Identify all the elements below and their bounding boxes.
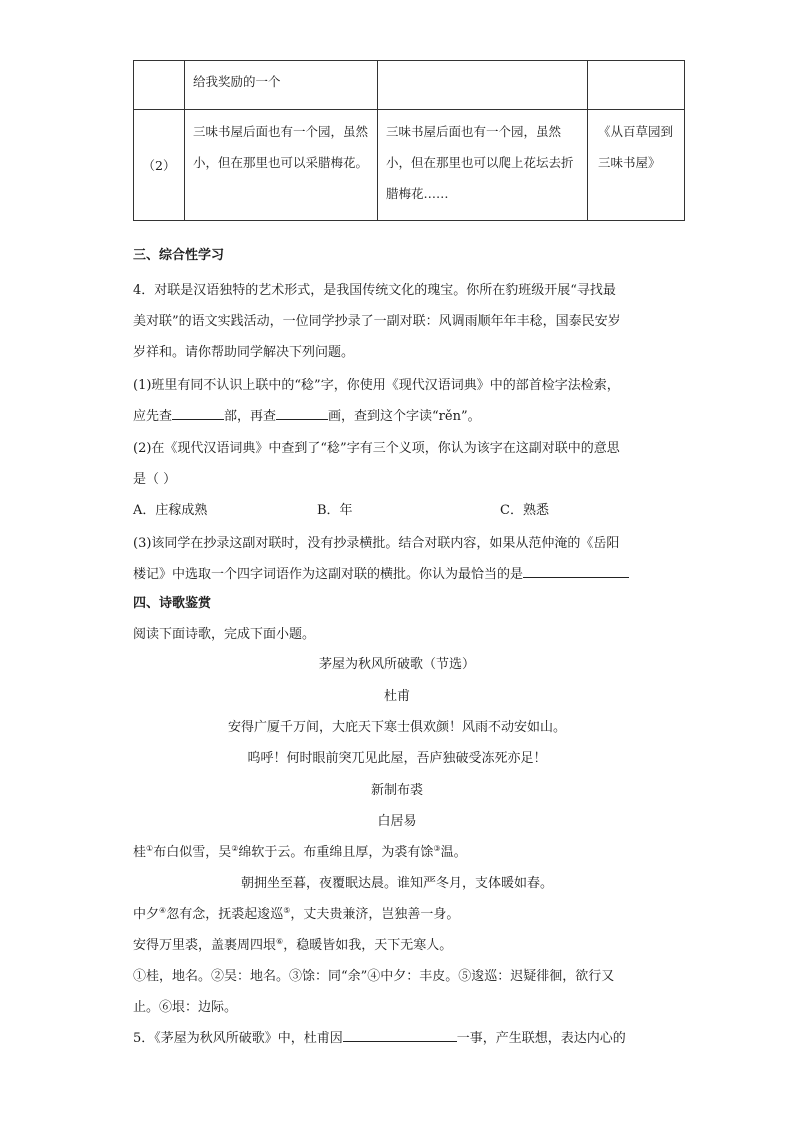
poem-text: 安得万里裘，盖裹周四垠 — [133, 938, 277, 953]
poem-2-line — [133, 934, 452, 953]
question-1-part-b: 部，再查 — [224, 409, 277, 424]
poem-1-author: 杜甫 — [383, 689, 410, 704]
section-heading-4: 四、诗歌鉴赏 — [133, 596, 212, 611]
poem-text: 温。 — [440, 845, 467, 860]
q4-intro-line: 4．对联是汉语独特的艺术形式，是我国传统文化的瑰宝。你所在豹班级开展“寻找最 — [133, 283, 616, 298]
footnote-mark: ① — [146, 844, 154, 853]
poem-1-line: 呜呼！何时眼前突兀见此屋，吾庐独破受冻死亦足！ — [247, 751, 547, 766]
footnote-mark: ② — [231, 844, 239, 853]
question-2-text: (2)在《现代汉语词典》中查到了“稔”字有三个义项，你认为该字在这副对联中的意思 — [133, 441, 620, 456]
question-3-text: (3)该同学在抄录这副对联时，没有抄录横批。结合对联内容，如果从范仲淹的《岳阳 — [133, 536, 620, 551]
poem-1-title: 茅屋为秋风所破歌（节选） — [318, 657, 475, 672]
q4-intro-line: 美对联”的语文实践活动，一位同学抄录了一副对联：风调雨顺年年丰稔，国泰民安岁 — [133, 314, 621, 329]
table-row — [134, 61, 685, 110]
table-cell-text: 三味书屋后面也有一个园，虽然小，但在那里也可以采腊梅花。 — [185, 110, 378, 221]
question-5-part-b: 一事，产生联想，表达内心的 — [456, 1031, 626, 1046]
question-1-text: (1)班里有同不认识上联中的“稔”字，你使用《现代汉语词典》中的部首检字法检索， — [133, 378, 620, 393]
option-a: A．庄稼成熟 — [133, 503, 208, 518]
poem-text: 中夕 — [133, 907, 160, 922]
poem-text: 布白似雪，吴 — [153, 845, 232, 860]
question-1-fill — [133, 405, 481, 424]
question-3-text-tail: 楼记》中选取一个四字词语作为这副对联的横批。你认为最恰当的是 — [133, 567, 524, 582]
table-cell-text: 给我奖励的一个 — [185, 61, 378, 110]
answer-blank[interactable] — [172, 405, 224, 420]
footnote-mark: ③ — [433, 844, 441, 853]
table-cell-number: （2） — [134, 110, 185, 221]
poem-text: 桂 — [133, 845, 147, 860]
poem-text: 绵软于云。布重绵且厚，为裘有馀 — [238, 845, 434, 860]
poem-2-line — [133, 841, 467, 860]
table-cell-source-text — [378, 61, 588, 110]
footnote-mark: ⑤ — [283, 906, 291, 915]
poem-2-line: 朝拥坐至暮，夜覆眠达晨。谁知严冬月，支体暖如春。 — [240, 876, 553, 891]
poem-text: 忽有念，抚裘起逡巡 — [166, 907, 284, 922]
answer-blank[interactable] — [276, 405, 328, 420]
poem-2-author: 白居易 — [377, 814, 417, 829]
q4-intro-line: 岁祥和。请你帮助同学解决下列问题。 — [133, 345, 355, 360]
answer-blank[interactable] — [343, 1027, 457, 1042]
footnote-mark: ⑥ — [276, 937, 284, 946]
answer-blank[interactable] — [523, 563, 629, 578]
poem-text: ，稳暖皆如我，天下无寒人。 — [283, 938, 453, 953]
poem-2-title: 新制布裘 — [370, 783, 423, 798]
footnote-mark: ④ — [159, 906, 167, 915]
table-row — [134, 110, 685, 221]
notes-line: ①桂，地名。②吴：地名。③馀：同“余”④中夕：丰皮。⑤逡巡：迟疑徘徊，欲行又 — [133, 969, 615, 984]
question-5-part-a: 5．《茅屋为秋风所破歌》中，杜甫因 — [133, 1031, 343, 1046]
section-heading-3: 三、综合性学习 — [133, 248, 225, 263]
option-c: C．熟悉 — [500, 503, 549, 518]
option-b: B．年 — [317, 503, 353, 518]
reading-instruction: 阅读下面诗歌，完成下面小题。 — [133, 627, 316, 642]
question-1-part-a: 应先查 — [133, 409, 173, 424]
question-2-text: 是（ ） — [133, 472, 177, 487]
poem-2-line — [133, 903, 459, 922]
table-cell-source — [588, 61, 685, 110]
table-cell-source: 《从百草园到三味书屋》 — [588, 110, 685, 221]
question-5 — [133, 1027, 626, 1046]
question-3-fill — [133, 563, 629, 582]
poem-text: ，丈夫贵兼济，岂独善一身。 — [290, 907, 460, 922]
comparison-table — [133, 60, 685, 221]
poem-1-line: 安得广厦千万间，大庇天下寒士俱欢颜！风雨不动安如山。 — [227, 720, 566, 735]
table-cell-number — [134, 61, 185, 110]
question-1-part-c: 画，查到这个字读“rěn”。 — [328, 409, 481, 424]
table-cell-source-text: 三味书屋后面也有一个园，虽然小，但在那里也可以爬上花坛去折腊梅花…… — [378, 110, 588, 221]
notes-line: 止。⑥垠：边际。 — [133, 1000, 238, 1015]
